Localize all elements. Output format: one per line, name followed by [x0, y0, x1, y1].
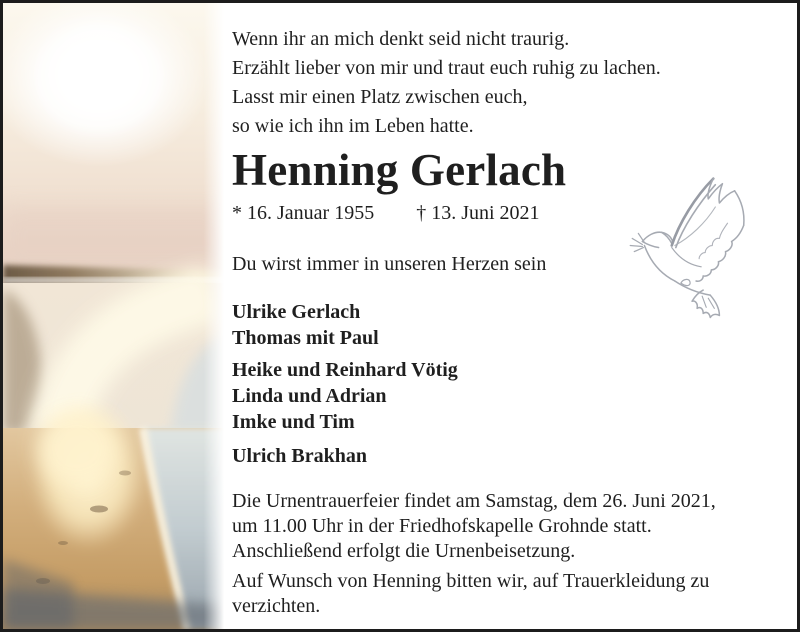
poem-line: Lasst mir einen Platz zwischen euch,	[232, 86, 528, 108]
clothing-request	[232, 569, 772, 619]
poem-line: so wie ich ihn im Leben hatte.	[232, 115, 474, 137]
mourner-name: Ulrike Gerlach	[232, 301, 361, 323]
funeral-announcement	[232, 489, 772, 564]
mourner-group	[232, 299, 772, 351]
mourner-group	[232, 357, 772, 435]
mourner-name: Imke und Tim	[232, 411, 355, 433]
funeral-announcement-line: Die Urnentrauerfeier findet am Samstag, dem 26. Juni 2021,	[232, 490, 716, 512]
memorial-poem	[232, 25, 772, 141]
obituary-content	[232, 0, 772, 619]
clothing-request-line: Auf Wunsch von Henning bitten wir, auf Trauerkleidung zu	[232, 570, 710, 592]
beach-photo	[3, 3, 227, 629]
deceased-name: Henning Gerlach	[232, 145, 567, 195]
clothing-request-line: verzichten.	[232, 595, 321, 617]
poem-line: Erzählt lieber von mir und traut euch ruhig zu lachen.	[232, 57, 661, 79]
mourner-name: Linda und Adrian	[232, 385, 387, 407]
life-dates	[232, 201, 772, 226]
mourner-name: Ulrich Brakhan	[232, 445, 368, 467]
death-date: † 13. Juni 2021	[416, 202, 540, 224]
mourner-name: Thomas mit Paul	[232, 327, 379, 349]
birth-date: * 16. Januar 1955	[232, 202, 375, 224]
mourners-list	[232, 299, 772, 469]
farewell-line: Du wirst immer in unseren Herzen sein	[232, 253, 547, 275]
funeral-announcement-line: um 11.00 Uhr in der Friedhofskapelle Grohnde statt.	[232, 515, 652, 537]
poem-line: Wenn ihr an mich denkt seid nicht traurig.	[232, 28, 570, 50]
funeral-announcement-line: Anschließend erfolgt die Urnenbeisetzung.	[232, 540, 576, 562]
beach-photo-art	[3, 3, 227, 629]
mourner-name: Heike und Reinhard Vötig	[232, 359, 458, 381]
mourner-group	[232, 443, 772, 469]
